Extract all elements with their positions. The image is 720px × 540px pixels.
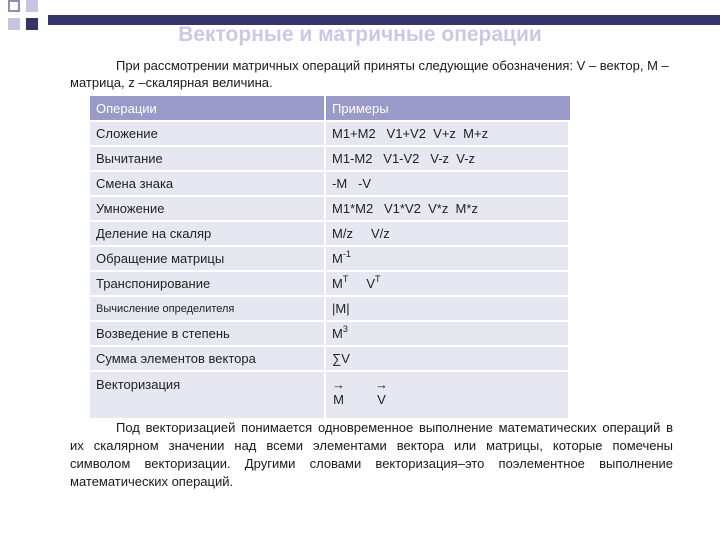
cell-operation: Сумма элементов вектора — [90, 347, 326, 370]
transpose-superscript: T — [375, 274, 381, 284]
vector-symbol: V — [377, 392, 386, 407]
inverse-superscript: -1 — [342, 249, 351, 259]
cell-example — [326, 372, 570, 418]
cell-example: -M -V — [326, 172, 570, 195]
matrix-symbol: M — [332, 251, 343, 266]
cell-example: M1*M2 V1*V2 V*z M*z — [326, 197, 570, 220]
header-examples: Примеры — [326, 96, 570, 120]
vector-symbol: V — [366, 276, 376, 291]
transpose-superscript: T — [342, 274, 349, 284]
table-row — [90, 122, 570, 145]
vectorization-arrow-icon: → — [332, 377, 345, 392]
cell-example — [326, 322, 570, 345]
cell-example — [326, 272, 570, 295]
header-operations: Операции — [90, 96, 326, 120]
cell-operation: Векторизация — [90, 372, 326, 418]
operations-table — [90, 94, 570, 420]
table-row — [90, 247, 570, 270]
cell-operation: Деление на скаляр — [90, 222, 326, 245]
table-row — [90, 222, 570, 245]
intro-text: При рассмотрении матричных операций приняты следующие обозначения: V – вектор, M –матрица, z –скалярная величина. — [70, 58, 669, 90]
table-row — [90, 197, 570, 220]
deco-square-2 — [26, 0, 38, 12]
cell-operation: Сложение — [90, 122, 326, 145]
cell-operation: Вычитание — [90, 147, 326, 170]
cell-operation: Вычисление определителя — [90, 297, 326, 320]
power-superscript: 3 — [342, 324, 348, 334]
table-header-row — [90, 96, 570, 120]
cell-operation: Смена знака — [90, 172, 326, 195]
matrix-symbol: M — [332, 326, 343, 341]
vectorized-matrix — [332, 377, 345, 407]
cell-example: M1+M2 V1+V2 V+z M+z — [326, 122, 570, 145]
vectorization-paragraph: Под векторизацией понимается одновременное выполнение математических операций в их скалярном значении над всеми элементами вектора или матрицы, которые помечены символом векторизации. Другими словами векторизация–это поэлементное выполнение математических операций. — [70, 420, 673, 489]
matrix-symbol: M — [333, 392, 344, 407]
matrix-symbol: M — [332, 276, 343, 291]
cell-example — [326, 247, 570, 270]
table-row — [90, 272, 570, 295]
slide-title: Векторные и матричные операции — [178, 23, 542, 46]
cell-example: M1-M2 V1-V2 V-z V-z — [326, 147, 570, 170]
vectorization-arrow-icon: → — [375, 377, 388, 392]
cell-example: |M| — [326, 297, 570, 320]
table-row — [90, 372, 570, 418]
vectorized-vector — [375, 377, 388, 407]
table-row — [90, 172, 570, 195]
cell-example: ∑V — [326, 347, 570, 370]
cell-example: M/z V/z — [326, 222, 570, 245]
deco-square-1 — [8, 0, 20, 12]
cell-operation: Возведение в степень — [90, 322, 326, 345]
table-row — [90, 322, 570, 345]
cell-operation: Умножение — [90, 197, 326, 220]
cell-operation: Обращение матрицы — [90, 247, 326, 270]
table-row — [90, 147, 570, 170]
table-row — [90, 347, 570, 370]
cell-operation: Транспонирование — [90, 272, 326, 295]
table-row — [90, 297, 570, 320]
